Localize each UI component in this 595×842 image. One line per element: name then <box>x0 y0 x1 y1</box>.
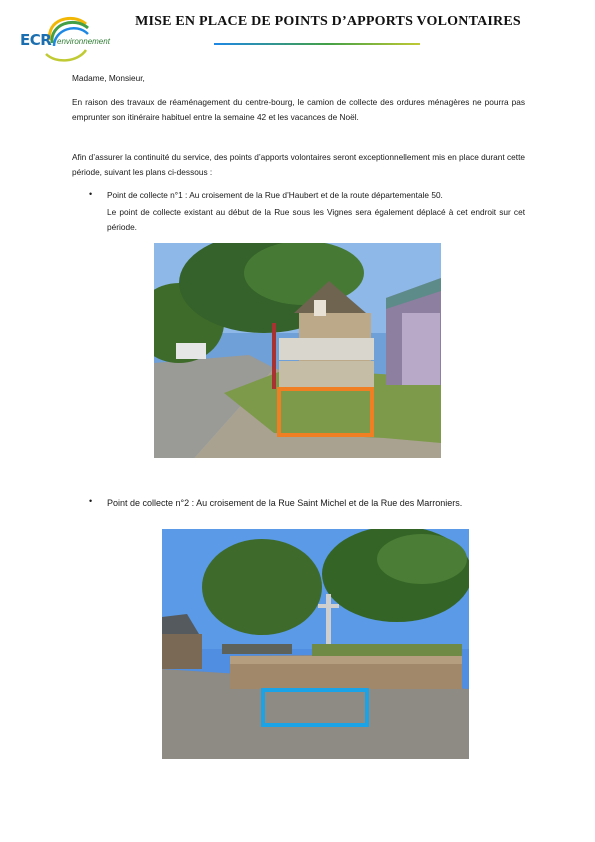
logo-text: ECR <box>20 31 52 49</box>
document-title: MISE EN PLACE DE POINTS D’APPORTS VOLONTAIRES <box>135 14 521 29</box>
point1-note: Le point de collecte existant au début de la Rue sous les Vignes sera également déplacé à cet endroit sur cet période. <box>107 207 525 232</box>
point2-title: Point de collecte n°2 : Au croisement de la Rue Saint Michel et de la Rue des Marroniers. <box>107 498 463 508</box>
paragraph-service: Afin d’assurer la continuité du service, des points d’apports volontaires seront exceptionnellement mis en place durant cette période, suivant les plans ci-dessous : <box>72 152 525 177</box>
bullet-dot-icon: • <box>89 496 93 506</box>
paragraph-intro: En raison des travaux de réaménagement du centre-bourg, le camion de collecte des ordures ménagères ne pourra pas emprunter son itinéraire habituel entre la semaine 42 et les vacances de Noël. <box>72 97 525 122</box>
salutation: Madame, Monsieur, <box>72 73 145 83</box>
photo-collection-point-2 <box>162 529 469 759</box>
ecr-environnement-logo <box>16 10 114 66</box>
point1-title: Point de collecte n°1 : Au croisement de la Rue d’Haubert et de la route départementale 50. <box>107 190 443 200</box>
title-underline <box>214 43 420 45</box>
logo-subtext: environnement <box>57 37 110 46</box>
bullet-dot-icon: • <box>89 189 93 199</box>
photo-collection-point-1 <box>154 243 441 458</box>
